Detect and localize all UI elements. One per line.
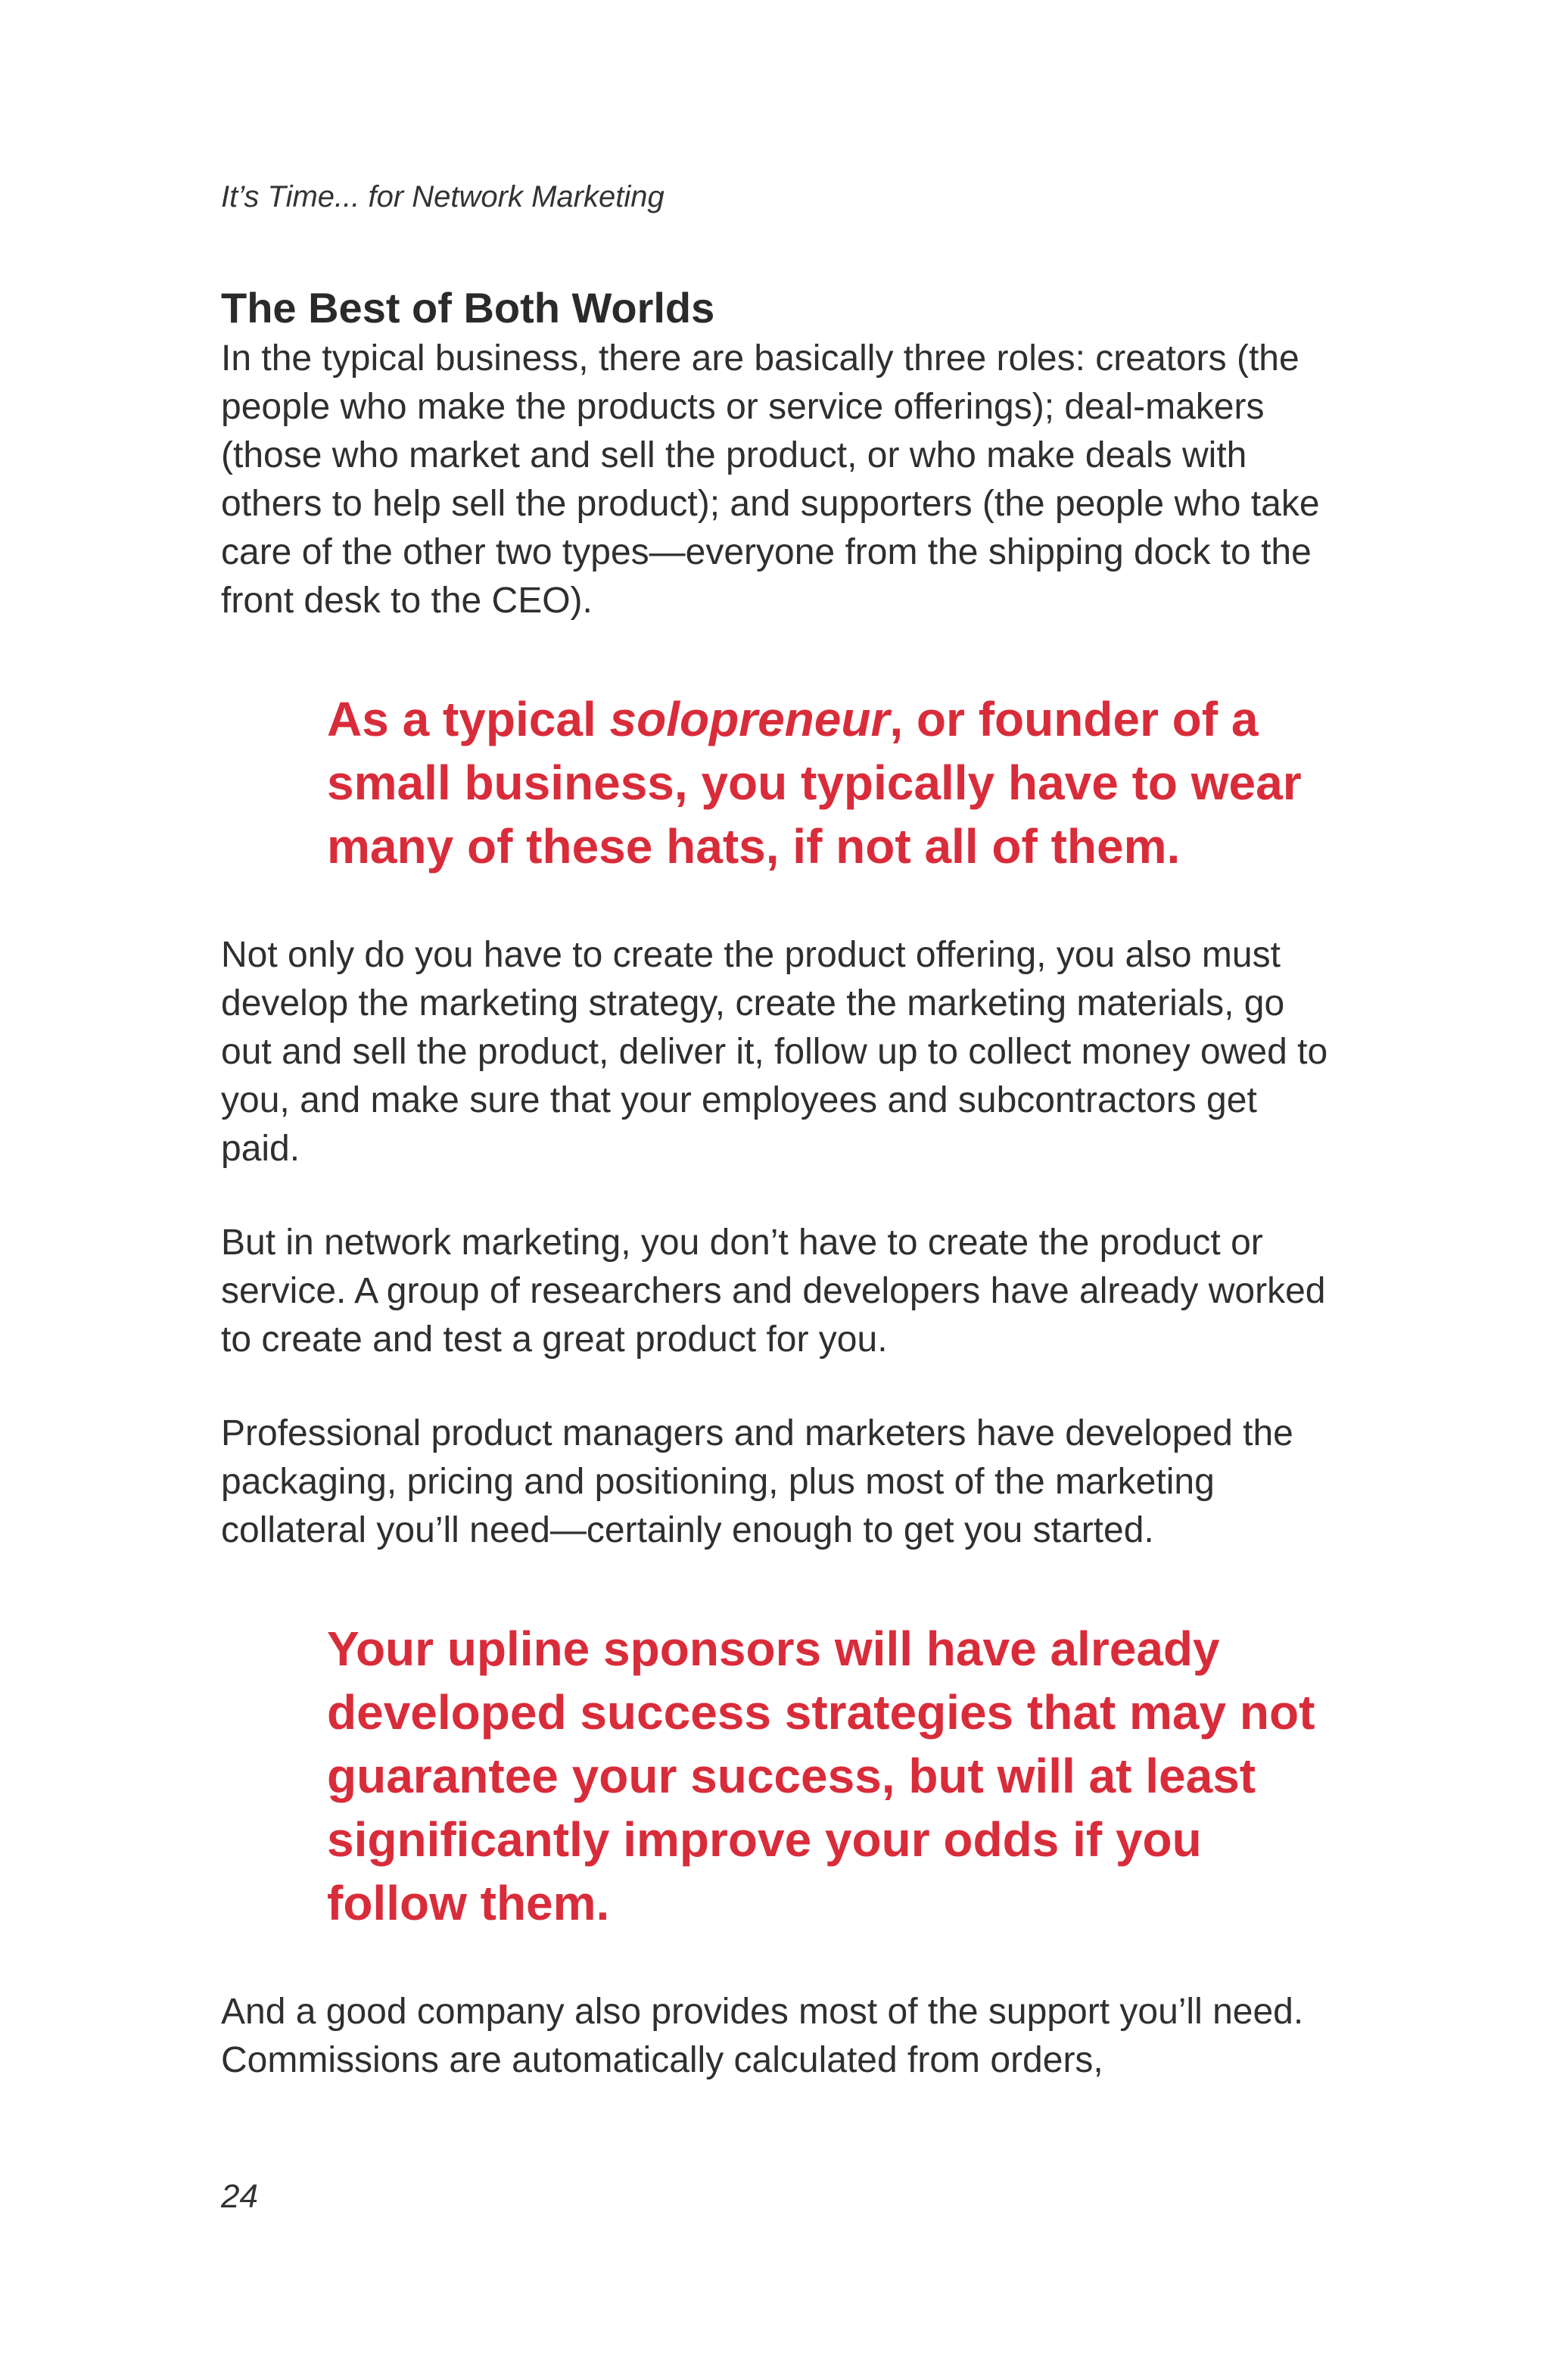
page-content [221, 282, 1341, 2085]
intro-paragraph: In the typical business, there are basically three roles: creators (the people who make the products or service offerings); deal-makers (those who market and sell the product, or who make deals with others to help sell the product); and supporters (the people who take care of the other two types—everyone from the shipping dock to the front desk to the CEO). [221, 338, 1320, 621]
running-header: It’s Time... for Network Marketing [221, 180, 665, 213]
paragraph-company-support: And a good company also provides most of the support you’ll need. Commissions are automatically calculated from orders, [221, 1992, 1304, 2080]
pull-quote-text-end: , or founder of a small business, you typically have to wear many of these hats, if not all of them. [327, 692, 1302, 874]
paragraph-network-marketing: But in network marketing, you don’t have to create the product or service. A group of researchers and developers have already worked to create and test a great product for you. [221, 1223, 1326, 1360]
page-number: 24 [221, 2178, 258, 2215]
paragraph-product-managers: Professional product managers and marketers have developed the packaging, pricing and positioning, plus most of the marketing collateral you’ll need—certainly enough to get you started. [221, 1413, 1293, 1550]
pull-quote-text-start: As a typical [327, 692, 610, 746]
pull-quote-upline-sponsors: Your upline sponsors will have already developed success strategies that may not guarantee your success, but will at least significantly improve your odds if you follow them. [327, 1621, 1315, 1930]
paragraph-product-offering: Not only do you have to create the product offering, you also must develop the marketing strategy, create the marketing materials, go out and sell the product, deliver it, follow up to collect money owed to you, and make sure that your employees and subcontractors get paid. [221, 935, 1328, 1169]
pull-quote-emphasis: solopreneur [609, 692, 890, 746]
pull-quote-solopreneur [327, 687, 1341, 878]
section-heading: The Best of Both Worlds [221, 284, 715, 332]
